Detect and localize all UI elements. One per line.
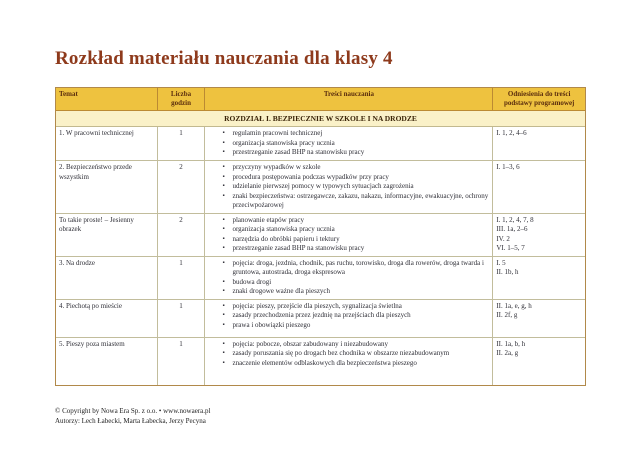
bullet-icon: ▪ [222,312,225,318]
cell-temat [56,214,158,256]
reference-line: I. 1, 2, 4–6 [496,129,527,137]
content-bullet-item [208,216,489,226]
bullet-icon: ▪ [222,302,225,309]
content-bullet-item [208,278,489,288]
bullet-icon: ▪ [222,359,225,366]
cell-liczba-godzin [158,257,206,299]
table-row [56,127,585,161]
reference-line: II. 2a, g [496,349,519,357]
content-bullet-list [208,216,489,254]
bullet-icon: ▪ [222,321,225,328]
content-bullet-item [208,173,489,183]
table-body [56,127,585,385]
cell-odniesienia [493,214,585,256]
reference-line: I. 1, 2, 4, 7, 8 [496,215,534,224]
topic-label: 3. Na drodze [59,258,95,267]
section-header: ROZDZIAŁ I. BEZPIECZNIE W SZKOLE I NA DRODZE [56,111,585,127]
bullet-text: znaczenie elementów odblaskowych dla bezpieczeństwa pieszego [232,358,417,367]
authors-line: Autorzy: Lech Łabecki, Marta Łabecka, Jerzy Pecyna [55,417,206,425]
column-header-liczba-godzin: Liczba godzin [158,88,206,111]
content-bullet-item [208,311,489,321]
reference-line: II. 1a, b, h [496,339,526,348]
cell-tresci-nauczania [205,214,493,256]
content-bullet-item [208,359,489,369]
cell-odniesienia [493,161,585,213]
reference-line: I. 5 [496,258,506,267]
reference-line: II. 1a, e, g, h [496,301,532,310]
bullet-icon: ▪ [222,183,225,189]
bullet-text: organizacja stanowiska pracy ucznia [232,225,335,233]
topic-label: 4. Piechotą po mieście [59,301,122,310]
content-bullet-item [208,192,489,211]
content-bullet-item [208,182,489,192]
bullet-icon: ▪ [222,288,225,294]
bullet-icon: ▪ [222,245,225,251]
bullet-text: zasady przechodzenia przez jezdnię na przejściach dla pieszych [232,311,411,319]
bullet-icon: ▪ [222,226,225,232]
content-bullet-item [208,235,489,245]
curriculum-table [55,87,586,386]
content-bullet-item [208,148,489,158]
bullet-text: pojęcia: pobocze, obszar zabudowany i niezabudowany [232,339,388,348]
bullet-text: udzielanie pierwszej pomocy w typowych sytuacjach zagrożenia [232,182,414,190]
reference-line: II. 2f, g [496,311,518,319]
bullet-text: znaki bezpieczeństwa: ostrzegawcze, zakazu, nakazu, informacyjne, ewakuacyjne, ochrony przeciwpożarowej [232,191,489,209]
content-bullet-list [208,259,489,297]
reference-line: IV. 2 [496,234,510,243]
cell-temat [56,161,158,213]
content-bullet-item [208,349,489,359]
bullet-icon: ▪ [222,350,225,356]
bullet-text: przestrzeganie zasad BHP na stanowisku pracy [232,148,365,156]
cell-tresci-nauczania [205,300,493,337]
bullet-text: narzędzia do obróbki papieru i tektury [232,234,340,243]
column-header-tresci-nauczania: Treści nauczania [205,88,493,111]
hours-value: 1 [179,258,183,267]
bullet-icon: ▪ [222,259,225,266]
cell-liczba-godzin [158,300,206,337]
bullet-text: budowa drogi [232,277,272,286]
hours-value: 1 [179,301,183,310]
bullet-text: przestrzeganie zasad BHP na stanowisku pracy [232,244,365,252]
topic-label: 5. Pieszy poza miastem [59,339,125,348]
table-row [56,338,585,385]
cell-liczba-godzin [158,161,206,213]
bullet-text: pojęcia: droga, jezdnia, chodnik, pas ruchu, torowisko, droga dla rowerów, droga twarda i gruntowa, autostrada, droga ekspresowa [232,258,484,276]
bullet-icon: ▪ [222,130,225,136]
content-bullet-item [208,340,489,350]
content-bullet-item [208,163,489,173]
cell-odniesienia [493,127,585,160]
cell-odniesienia [493,257,585,299]
cell-tresci-nauczania [205,127,493,160]
table-header-row [56,88,585,111]
topic-label: To takie proste! – Jesienny obrazek [59,215,134,233]
bullet-text: prawa i obowiązki pieszego [232,320,311,329]
cell-tresci-nauczania [205,257,493,299]
reference-line: VI. 1–5, 7 [496,244,525,252]
content-bullet-item [208,225,489,235]
footer [55,406,210,426]
topic-label: 1. W pracowni technicznej [59,129,134,137]
bullet-icon: ▪ [222,173,225,180]
column-header-temat: Temat [56,88,158,111]
bullet-text: przyczyny wypadków w szkole [232,163,321,171]
content-bullet-item [208,259,489,278]
content-bullet-list [208,340,489,369]
cell-temat [56,300,158,337]
cell-temat [56,338,158,385]
content-bullet-item [208,302,489,312]
bullet-icon: ▪ [222,278,225,285]
hours-value: 2 [179,163,183,171]
cell-temat [56,257,158,299]
cell-odniesienia [493,300,585,337]
table-row [56,300,585,338]
copyright-line: © Copyright by Nowa Era Sp. z o.o. • www.nowaera.pl [55,407,211,415]
hours-value: 2 [179,215,183,224]
content-bullet-item [208,321,489,331]
content-bullet-list [208,163,489,211]
cell-tresci-nauczania [205,161,493,213]
content-bullet-item [208,244,489,254]
hours-value: 1 [179,129,183,137]
column-header-odniesienia: Odniesienia do treści podstawy programowej [493,88,585,111]
cell-temat [56,127,158,160]
bullet-text: organizacja stanowiska pracy ucznia [232,138,335,147]
content-bullet-item [208,129,489,139]
bullet-icon: ▪ [222,340,225,347]
bullet-icon: ▪ [222,139,225,146]
table-row [56,214,585,257]
bullet-text: regulamin pracowni technicznej [232,129,323,137]
bullet-text: procedura postępowania podczas wypadków przy pracy [232,172,389,181]
bullet-text: znaki drogowe ważne dla pieszych [232,287,331,295]
bullet-icon: ▪ [222,192,225,199]
cell-tresci-nauczania [205,338,493,385]
reference-line: III. 1a, 2–6 [496,225,528,233]
content-bullet-item [208,139,489,149]
bullet-text: planowanie etapów pracy [232,215,304,224]
content-bullet-list [208,302,489,331]
cell-liczba-godzin [158,214,206,256]
table-row [56,257,585,300]
bullet-icon: ▪ [222,164,225,170]
content-bullet-item [208,287,489,297]
page-title: Rozkład materiału nauczania dla klasy 4 [55,48,393,69]
cell-liczba-godzin [158,338,206,385]
hours-value: 1 [179,339,183,348]
bullet-text: zasady poruszania się po drogach bez chodnika w obszarze niezabudowanym [232,349,450,357]
content-bullet-list [208,129,489,158]
cell-odniesienia [493,338,585,385]
bullet-icon: ▪ [222,149,225,155]
bullet-icon: ▪ [222,216,225,223]
topic-label: 2. Bezpieczeństwo przede wszystkim [59,163,132,181]
bullet-icon: ▪ [222,235,225,242]
cell-liczba-godzin [158,127,206,160]
reference-line: I. 1–3, 6 [496,163,520,171]
reference-line: II. 1b, h [496,268,519,276]
table-row [56,161,585,214]
bullet-text: pojęcia: pieszy, przejście dla pieszych, sygnalizacja świetlna [232,301,402,310]
